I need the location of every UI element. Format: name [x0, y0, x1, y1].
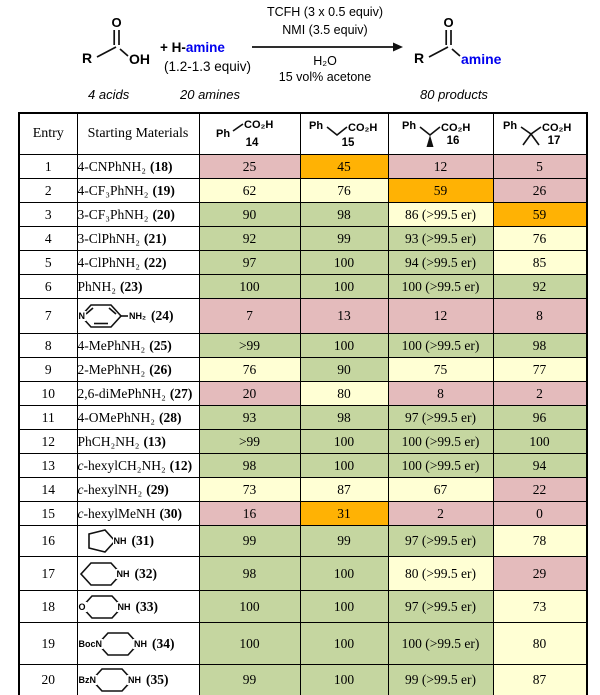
acid-ph-label: Ph [215, 127, 230, 140]
plus-h-text: + H- [160, 40, 186, 55]
yield-cell: 80 [493, 623, 587, 665]
starting-material-cell [77, 623, 199, 665]
ring-right-atom-label: NH [117, 601, 131, 612]
sm-name: PhCH₂NH₂ [77, 433, 140, 449]
table-row [19, 665, 587, 695]
compound-number: (32) [134, 565, 157, 581]
acid-co2h-label: CO₂H [440, 121, 470, 134]
table-row [19, 275, 587, 299]
entry-cell: 1 [19, 155, 77, 179]
ring-right-atom-label: NH [128, 675, 141, 685]
entry-cell: 13 [19, 454, 77, 478]
yield-cell: 100 [300, 591, 388, 623]
yield-cell: 62 [199, 179, 300, 203]
yield-cell: 90 [199, 203, 300, 227]
yield-cell: 75 [388, 358, 493, 382]
yield-cell: 90 [300, 358, 388, 382]
acid-number: 15 [341, 136, 355, 149]
yield-cell: 99 [300, 526, 388, 557]
sm-italic-prefix: c [77, 505, 84, 521]
yield-cell: 97 [199, 251, 300, 275]
acid-number: 17 [547, 134, 560, 147]
acid-co2h-label: CO₂H [348, 121, 378, 134]
acid-14-structure [202, 115, 298, 149]
sm-italic-prefix: c [77, 457, 84, 473]
compound-number: (34) [152, 635, 175, 651]
yield-cell: 87 [300, 478, 388, 502]
yield-cell: 67 [388, 478, 493, 502]
ring-left-atom-label: N [78, 311, 85, 321]
amine-equiv-label: (1.2-1.3 equiv) [164, 59, 252, 74]
acid-number: 16 [446, 134, 459, 147]
acid-ph-label: Ph [401, 119, 416, 132]
yield-cell: 100 [300, 334, 388, 358]
yield-cell: >99 [199, 430, 300, 454]
product-structure [412, 16, 517, 68]
table-row [19, 591, 587, 623]
yield-cell: 100 [300, 275, 388, 299]
ring-left-atom-label: BocN [78, 638, 103, 649]
table-row [19, 478, 587, 502]
yield-cell: 97 (>99.5 er) [388, 406, 493, 430]
acid-16-header [388, 113, 493, 155]
table-row [19, 557, 587, 591]
amine-structure [78, 665, 199, 695]
entry-cell: 17 [19, 557, 77, 591]
entry-cell: 20 [19, 665, 77, 695]
yield-cell: 22 [493, 478, 587, 502]
ring-right-atom-label: NH₂ [129, 311, 146, 321]
entry-cell: 19 [19, 623, 77, 665]
table-row [19, 299, 587, 334]
acid-number: 14 [245, 136, 258, 149]
yield-cell: 100 (>99.5 er) [388, 275, 493, 299]
acid-co2h-label: CO₂H [541, 121, 571, 134]
entry-cell: 9 [19, 358, 77, 382]
starting-material-cell [77, 203, 199, 227]
starting-material-cell [77, 502, 199, 526]
sm-name: 4-CNPhNH₂ [77, 158, 146, 174]
starting-material-cell [77, 358, 199, 382]
yield-cell: 8 [388, 382, 493, 406]
condition-water: H₂O [313, 54, 337, 68]
yield-cell: 100 [199, 623, 300, 665]
acid-co2h-label: CO₂H [243, 118, 273, 131]
table-row [19, 382, 587, 406]
yield-cell: 29 [493, 557, 587, 591]
yield-cell: 98 [199, 557, 300, 591]
yield-cell: 80 (>99.5 er) [388, 557, 493, 591]
amine-structure [78, 301, 199, 331]
yield-cell: 20 [199, 382, 300, 406]
compound-number: (25) [149, 337, 172, 353]
starting-material-cell [77, 478, 199, 502]
table-row [19, 358, 587, 382]
entry-cell: 16 [19, 526, 77, 557]
reaction-scheme [0, 0, 600, 110]
entry-cell: 18 [19, 591, 77, 623]
compound-number: (13) [143, 433, 166, 449]
entry-cell: 6 [19, 275, 77, 299]
acid-ph-label: Ph [502, 119, 517, 132]
starting-material-cell [77, 430, 199, 454]
acid-oh-label: OH [129, 51, 150, 67]
acid-ph-label: Ph [309, 119, 324, 132]
compound-number: (33) [135, 598, 159, 614]
yield-cell: 80 [300, 382, 388, 406]
compound-number: (12) [169, 457, 193, 473]
yield-cell: 45 [300, 155, 388, 179]
table-row [19, 251, 587, 275]
yield-cell: 98 [300, 406, 388, 430]
results-table [18, 112, 588, 695]
entry-cell: 3 [19, 203, 77, 227]
sm-name: 2-MePhNH₂ [77, 361, 146, 377]
starting-material-cell [77, 179, 199, 203]
sm-name: 4-CF₃PhNH₂ [77, 182, 149, 198]
table-row [19, 502, 587, 526]
starting-material-cell [77, 299, 199, 334]
entry-cell: 4 [19, 227, 77, 251]
label-20-amines: 20 amines [180, 87, 240, 102]
yield-cell: 100 [300, 251, 388, 275]
yield-cell: 100 (>99.5 er) [388, 454, 493, 478]
compound-number: (24) [151, 308, 174, 323]
compound-number: (30) [159, 505, 182, 521]
yield-cell: 7 [199, 299, 300, 334]
entry-cell: 7 [19, 299, 77, 334]
compound-number: (29) [146, 481, 169, 497]
sm-name: PhNH₂ [77, 278, 116, 294]
starting-material-cell [77, 155, 199, 179]
sm-name: 4-MePhNH₂ [77, 337, 146, 353]
starting-material-cell [77, 382, 199, 406]
yield-cell: 93 (>99.5 er) [388, 227, 493, 251]
yield-cell: 99 [199, 665, 300, 695]
table-row [19, 203, 587, 227]
yield-cell: 100 (>99.5 er) [388, 623, 493, 665]
amine-blue-text: amine [185, 40, 225, 55]
compound-number: (28) [158, 409, 182, 425]
yield-cell: 76 [493, 227, 587, 251]
sm-italic-prefix: c [77, 481, 84, 497]
ring-right-atom-label: NH [134, 638, 148, 649]
starting-material-cell [77, 454, 199, 478]
yield-cell: 100 [300, 665, 388, 695]
sm-name: 3-ClPhNH₂ [77, 230, 140, 246]
acid-14-header [199, 113, 300, 155]
table-row [19, 430, 587, 454]
starting-material-cell [77, 526, 199, 557]
yield-cell: 100 [300, 430, 388, 454]
compound-number: (26) [149, 361, 172, 377]
label-80-products: 80 products [420, 87, 488, 102]
starting-material-cell [77, 251, 199, 275]
acid-17-structure [494, 115, 586, 149]
compound-number: (23) [119, 278, 143, 294]
compound-number: (20) [152, 206, 175, 222]
condition-acetone: 15 vol% acetone [278, 70, 372, 84]
compound-number: (27) [169, 385, 193, 401]
yield-cell: 99 [300, 227, 388, 251]
acid-o-label: O [111, 16, 122, 30]
amine-structure [78, 592, 199, 622]
yield-cell: >99 [199, 334, 300, 358]
sm-name: -hexylMeNH [83, 505, 156, 521]
compound-number: (22) [143, 254, 167, 270]
yield-cell: 76 [300, 179, 388, 203]
yield-cell: 92 [199, 227, 300, 251]
yield-cell: 93 [199, 406, 300, 430]
yield-cell: 16 [199, 502, 300, 526]
starting-material-cell [77, 227, 199, 251]
yield-cell: 98 [493, 334, 587, 358]
sm-name: -hexylCH₂NH₂ [83, 457, 166, 473]
entry-cell: 12 [19, 430, 77, 454]
entry-cell: 2 [19, 179, 77, 203]
yield-cell: 100 (>99.5 er) [388, 334, 493, 358]
starting-material-cell [77, 406, 199, 430]
acid-15-header [300, 113, 388, 155]
yield-cell: 100 [300, 623, 388, 665]
product-r-label: R [414, 50, 425, 66]
yield-cell: 25 [199, 155, 300, 179]
yield-cell: 26 [493, 179, 587, 203]
starting-material-cell [77, 334, 199, 358]
acid-17-header [493, 113, 587, 155]
yield-cell: 99 [199, 526, 300, 557]
header-row [19, 113, 587, 155]
yield-cell: 31 [300, 502, 388, 526]
yield-cell: 97 (>99.5 er) [388, 591, 493, 623]
yield-cell: 94 (>99.5 er) [388, 251, 493, 275]
plus-h-amine [160, 40, 225, 55]
compound-number: (19) [152, 182, 175, 198]
sm-name: 4-ClPhNH₂ [77, 254, 140, 270]
yield-cell: 86 (>99.5 er) [388, 203, 493, 227]
yield-cell: 96 [493, 406, 587, 430]
yield-cell: 99 (>99.5 er) [388, 665, 493, 695]
yield-cell: 94 [493, 454, 587, 478]
entry-cell: 5 [19, 251, 77, 275]
yield-cell: 2 [388, 502, 493, 526]
compound-number: (35) [146, 672, 169, 687]
yield-cell: 73 [493, 591, 587, 623]
ring-left-atom-label: BzN [78, 675, 96, 685]
sm-name: 4-OMePhNH₂ [77, 409, 155, 425]
yield-cell: 59 [388, 179, 493, 203]
label-4-acids: 4 acids [88, 87, 130, 102]
product-amine-label: amine [461, 51, 502, 67]
reaction-arrow [252, 41, 404, 53]
ring-right-atom-label: NH [113, 536, 127, 546]
yield-cell: 87 [493, 665, 587, 695]
compound-number: (21) [143, 230, 167, 246]
table-row [19, 179, 587, 203]
starting-material-cell [77, 591, 199, 623]
yield-cell: 97 (>99.5 er) [388, 526, 493, 557]
yield-cell: 5 [493, 155, 587, 179]
yield-cell: 77 [493, 358, 587, 382]
yield-cell: 2 [493, 382, 587, 406]
amine-structure [78, 629, 199, 659]
yield-cell: 100 [300, 454, 388, 478]
yield-cell: 98 [300, 203, 388, 227]
yield-cell: 12 [388, 155, 493, 179]
table-row [19, 334, 587, 358]
compound-number: (31) [131, 533, 154, 548]
starting-material-cell [77, 275, 199, 299]
entry-cell: 15 [19, 502, 77, 526]
pyrrolidine-ring [78, 526, 118, 556]
yield-cell: 78 [493, 526, 587, 557]
entry-cell: 10 [19, 382, 77, 406]
yield-cell: 13 [300, 299, 388, 334]
table-row [19, 623, 587, 665]
table-row [19, 406, 587, 430]
yield-cell: 73 [199, 478, 300, 502]
table-body [19, 155, 587, 695]
table-row [19, 227, 587, 251]
starting-materials-header: Starting Materials [77, 113, 199, 155]
starting-material-cell [77, 557, 199, 591]
yield-cell: 85 [493, 251, 587, 275]
sm-name: 3-CF₃PhNH₂ [77, 206, 149, 222]
table-row [19, 454, 587, 478]
product-o-label: O [443, 16, 454, 30]
yield-cell: 12 [388, 299, 493, 334]
compound-number: (18) [149, 158, 173, 174]
yield-cell: 8 [493, 299, 587, 334]
yield-cell: 100 [493, 430, 587, 454]
sm-name: -hexylNH₂ [83, 481, 143, 497]
yield-cell: 0 [493, 502, 587, 526]
ring-left-atom-label: O [78, 601, 86, 612]
condition-nmi: NMI (3.5 equiv) [282, 23, 368, 37]
entry-cell: 8 [19, 334, 77, 358]
table-row [19, 155, 587, 179]
entry-cell: 11 [19, 406, 77, 430]
yield-cell: 100 [199, 275, 300, 299]
starting-material-cell [77, 665, 199, 695]
yield-cell: 76 [199, 358, 300, 382]
condition-tcfh: TCFH (3 x 0.5 equiv) [266, 5, 383, 19]
yield-cell: 100 [199, 591, 300, 623]
acid-structure [80, 16, 170, 68]
yield-cell: 100 (>99.5 er) [388, 430, 493, 454]
sm-name: 2,6-diMePhNH₂ [77, 385, 166, 401]
yield-cell: 59 [493, 203, 587, 227]
yield-cell: 92 [493, 275, 587, 299]
entry-cell: 14 [19, 478, 77, 502]
yield-cell: 98 [199, 454, 300, 478]
acid-16-structure [391, 115, 491, 149]
yield-cell: 100 [300, 557, 388, 591]
table-row [19, 526, 587, 557]
entry-header: Entry [19, 113, 77, 155]
acid-r-label: R [82, 50, 93, 66]
amine-structure [78, 559, 199, 589]
ring-right-atom-label: NH [116, 568, 130, 579]
amine-structure [78, 526, 199, 556]
acid-15-structure [301, 115, 387, 149]
